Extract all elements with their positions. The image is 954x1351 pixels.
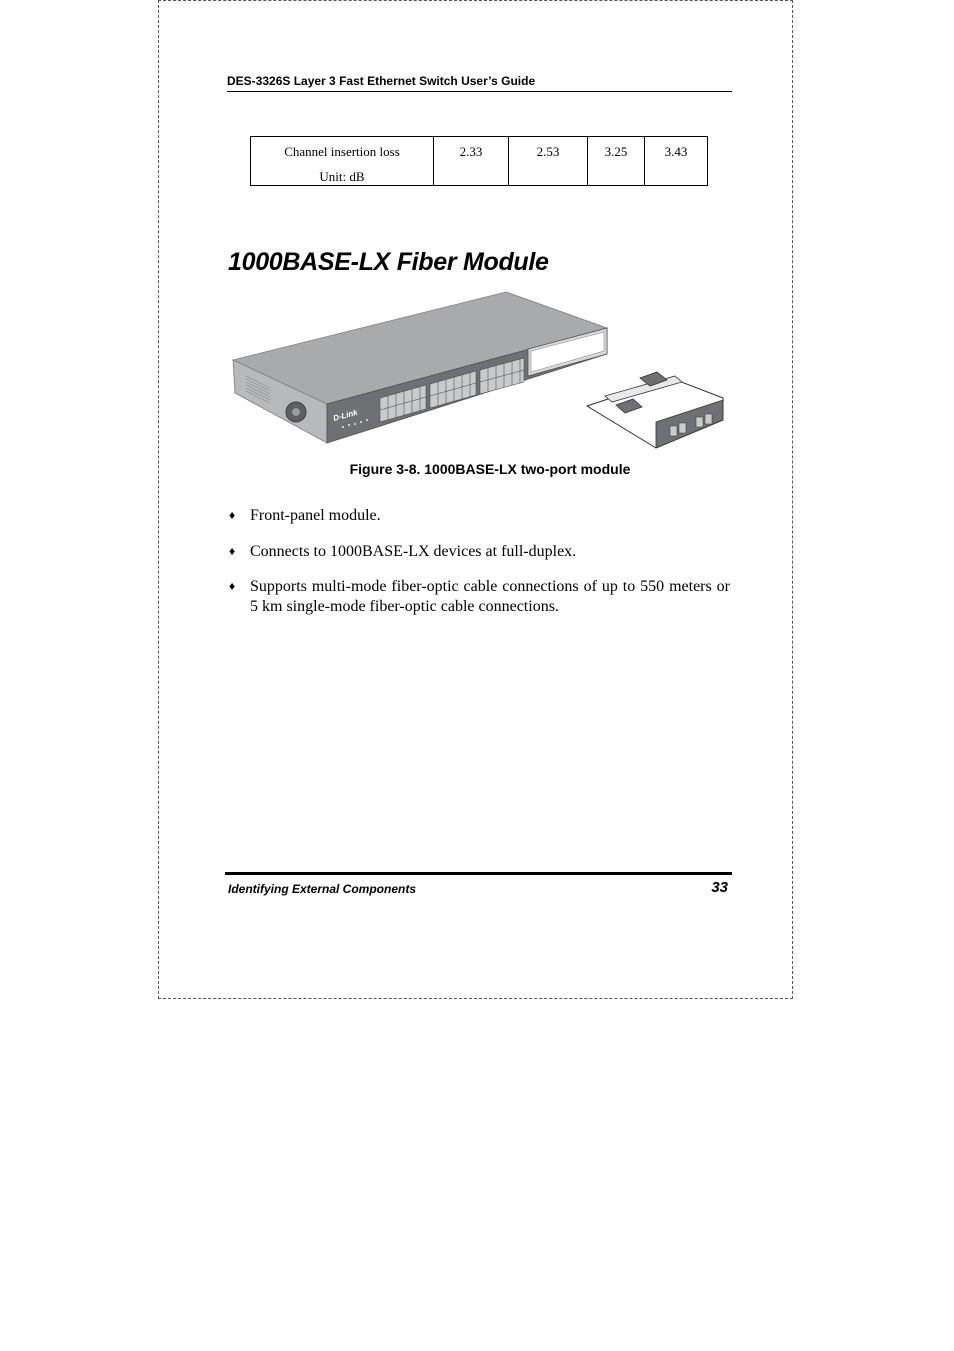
footer-section-title: Identifying External Components — [228, 882, 417, 896]
figure-caption: Figure 3-8. 1000BASE-LX two-port module — [349, 461, 631, 477]
table-cell-value: 3.43 — [645, 137, 708, 186]
table-cell-value: 3.25 — [588, 137, 645, 186]
cell-label-line1: Channel insertion loss — [284, 144, 400, 159]
footer-rule — [225, 872, 732, 875]
diamond-bullet-icon: ♦ — [229, 508, 236, 522]
table-cell-label — [251, 137, 434, 186]
spec-table — [250, 136, 708, 186]
cell-label-unit: Unit: dB — [319, 169, 365, 184]
list-item — [229, 542, 730, 562]
table-cell-value: 2.53 — [509, 137, 588, 186]
list-item-text: Supports multi-mode fiber-optic cable connections of up to 550 meters or 5 km single-mode fiber-optic cable connections. — [250, 578, 730, 615]
table-row — [251, 137, 708, 186]
page-number: 33 — [711, 879, 728, 896]
header-rule — [227, 91, 732, 92]
list-item — [229, 506, 730, 526]
bullet-list — [229, 506, 730, 632]
switch-module-illustration — [230, 290, 726, 450]
list-item-text: Connects to 1000BASE-LX devices at full-duplex. — [250, 542, 577, 560]
brand-logo: D-Link — [332, 407, 359, 423]
list-item — [229, 577, 730, 616]
diamond-bullet-icon: ♦ — [229, 543, 236, 558]
table-cell-value: 2.33 — [434, 137, 509, 186]
section-heading: 1000BASE-LX Fiber Module — [228, 248, 549, 276]
list-item-text: Front-panel module. — [250, 507, 381, 524]
running-header: DES-3326S Layer 3 Fast Ethernet Switch User’s Guide — [227, 74, 536, 88]
diamond-bullet-icon: ♦ — [229, 579, 236, 593]
